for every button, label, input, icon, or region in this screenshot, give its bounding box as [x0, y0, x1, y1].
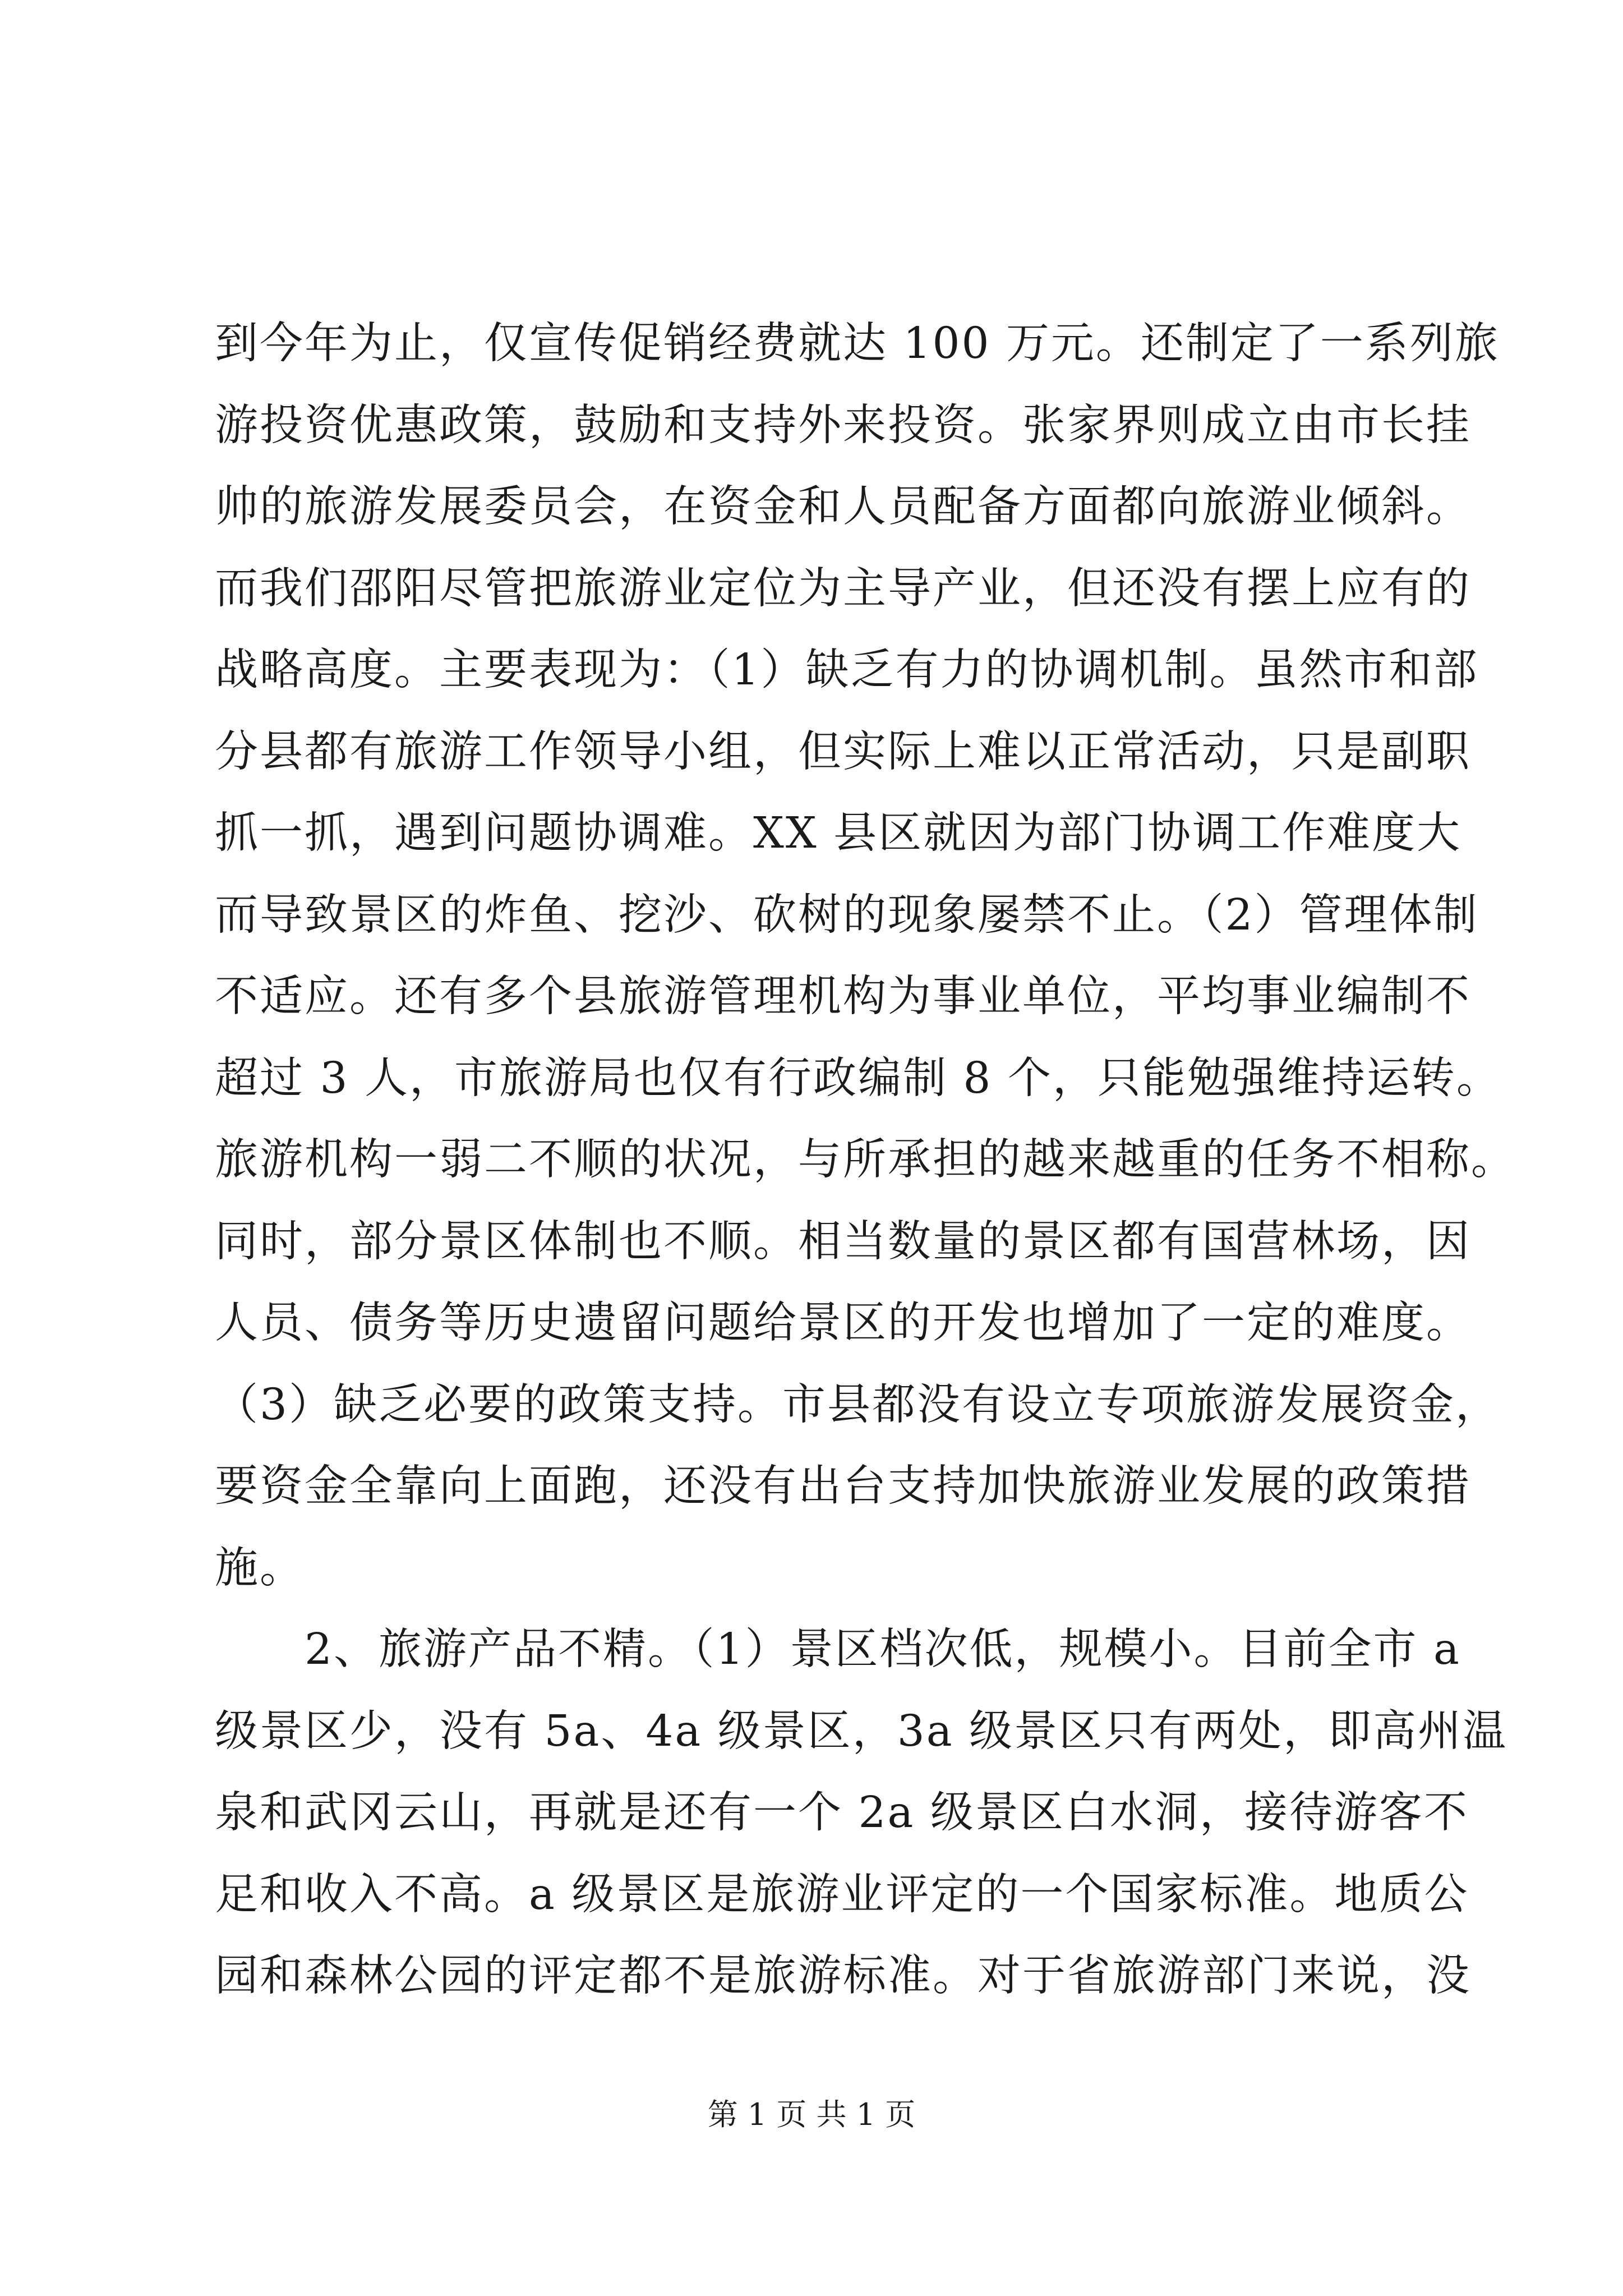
text-line: 到今年为止，仅宣传促销经费就达 100 万元。还制定了一系列旅 [215, 319, 1500, 369]
page-footer: 第 1 页 共 1 页 [707, 2097, 916, 2132]
text-line: 人员、债务等历史遗留问题给景区的开发也增加了一定的难度。 [215, 1298, 1471, 1348]
text-line: 而导致景区的炸鱼、挖沙、砍树的现象屡禁不止。（2）管理体制 [215, 890, 1479, 940]
text-line: 不适应。还有多个县旅游管理机构为事业单位，平均事业编制不 [215, 972, 1471, 1022]
text-line: （3）缺乏必要的政策支持。市县都没有设立专项旅游发展资金， [215, 1379, 1500, 1430]
text-line: 而我们邵阳尽管把旅游业定位为主导产业，但还没有摆上应有的 [215, 563, 1471, 614]
text-line: 2、旅游产品不精。（1）景区档次低，规模小。目前全市 a [215, 1625, 1461, 1674]
text-line: 同时，部分景区体制也不顺。相当数量的景区都有国营林场，因 [215, 1216, 1471, 1267]
text-line: 抓一抓，遇到问题协调难。XX 县区就因为部门协调工作难度大 [215, 808, 1462, 858]
text-line: 足和收入不高。a 级景区是旅游业评定的一个国家标准。地质公 [215, 1869, 1469, 1920]
text-line: 游投资优惠政策，鼓励和支持外来投资。张家界则成立由市长挂 [215, 400, 1471, 450]
text-line: 旅游机构一弱二不顺的状况，与所承担的越来越重的任务不相称。 [215, 1135, 1516, 1185]
text-line: 园和森林公园的评定都不是旅游标准。对于省旅游部门来说，没 [215, 1951, 1471, 2001]
text-line: 战略高度。主要表现为：（1）缺乏有力的协调机制。虽然市和部 [215, 645, 1479, 695]
text-line: 帅的旅游发展委员会，在资金和人员配备方面都向旅游业倾斜。 [215, 482, 1471, 532]
text-line: 要资金全靠向上面跑，还没有出台支持加快旅游业发展的政策措 [215, 1461, 1471, 1511]
text-line: 泉和武冈云山，再就是还有一个 2a 级景区白水洞，接待游客不 [215, 1788, 1469, 1838]
text-line: 级景区少，没有 5a、4a 级景区，3a 级景区只有两处，即高州温 [215, 1706, 1508, 1756]
text-line: 分县都有旅游工作领导小组，但实际上难以正常活动，只是副职 [215, 726, 1471, 777]
text-line: 施。 [215, 1543, 305, 1593]
text-line: 超过 3 人，市旅游局也仅有行政编制 8 个，只能勉强维持运转。 [215, 1053, 1501, 1103]
body-text [215, 303, 1516, 2017]
